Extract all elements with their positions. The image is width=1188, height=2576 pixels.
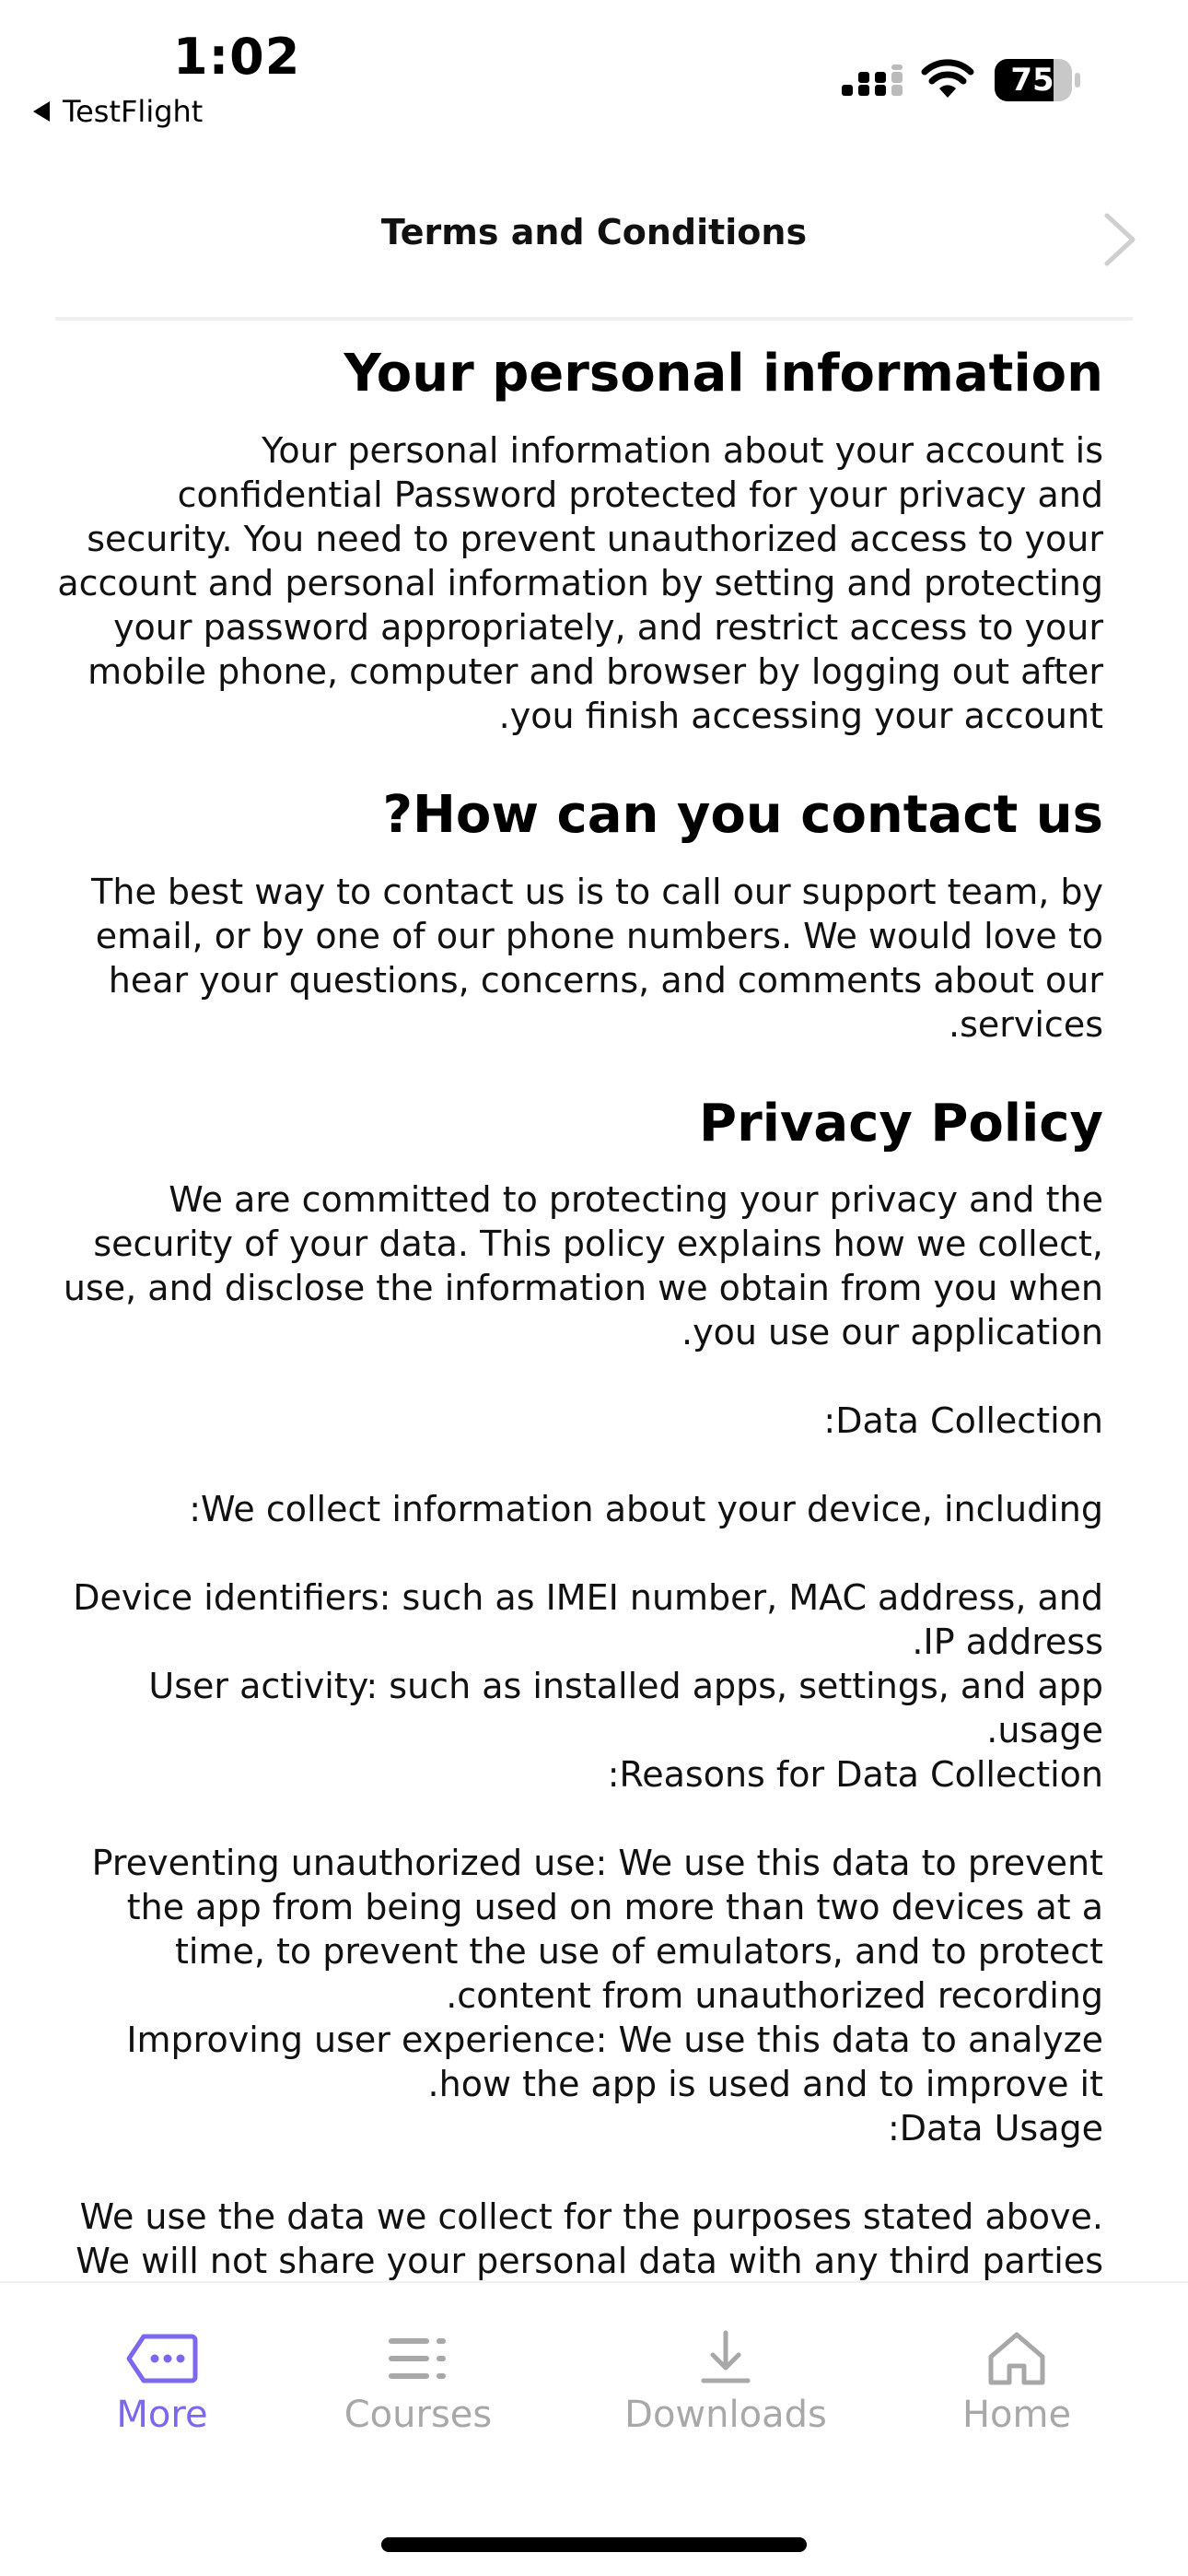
privacy-intro-text: We are committed to protecting your privacy and the security of your data. This policy explains how we collect, use, and disclose the information we obtain from you when you use our application.: [63, 1179, 1103, 1353]
page-title: Terms and Conditions: [380, 212, 808, 252]
preventing-text: Preventing unauthorized use: We use this data to prevent the app from being used on more than two devices at a time, to prevent the use of emulators, and to protect content from unauthorized recording.: [91, 1843, 1103, 2017]
more-icon: [125, 2329, 199, 2388]
home-indicator[interactable]: [381, 2537, 807, 2552]
status-time: 1:02: [173, 28, 301, 86]
wifi-icon: [921, 59, 974, 100]
device-identifiers-text: Device identifiers: such as IMEI number, MAC address, and IP address.: [73, 1577, 1103, 1663]
collect-intro-text: We collect information about your device, including:: [189, 1489, 1103, 1530]
chevron-right-icon[interactable]: [1101, 210, 1138, 269]
section-heading-privacy: Privacy Policy: [699, 1093, 1103, 1153]
download-icon: [689, 2329, 763, 2388]
reasons-label: Reasons for Data Collection:: [607, 1754, 1103, 1796]
cellular-signal-icon: [842, 64, 903, 101]
back-triangle-icon: [33, 101, 50, 122]
data-usage-text: We use the data we collect for the purposes stated above. We will not share your personal data with any third parties: [76, 2196, 1103, 2281]
tab-downloads[interactable]: [615, 2329, 836, 2436]
tab-more-label: More: [116, 2394, 208, 2436]
tab-home-label: Home: [961, 2394, 1072, 2436]
home-icon: [980, 2329, 1054, 2388]
section-heading-personal: Your personal information: [344, 344, 1103, 404]
tab-bar: [0, 2281, 1188, 2576]
back-to-app-link[interactable]: [33, 94, 203, 129]
tab-courses-label: Courses: [344, 2394, 493, 2436]
battery-level: 75: [1010, 62, 1054, 99]
terms-content[interactable]: [55, 341, 1103, 2281]
tab-downloads-label: Downloads: [624, 2394, 827, 2436]
tab-more[interactable]: [52, 2329, 273, 2436]
personal-info-text: Your personal information about your account is confidential Password protected for your privacy and security. You need to prevent unauthorized access to your account and personal information by setting and protecting your password appropriately, and restrict access to your mobile phone, computer and browser by logging out after you finish accessing your account.: [57, 429, 1103, 736]
contact-text: The best way to contact us is to call our support team, by email, or by one of our phone numbers. We would love to hear your questions, concerns, and comments about our services.: [91, 871, 1103, 1045]
data-usage-label: Data Usage:: [887, 2108, 1103, 2149]
tab-home[interactable]: [906, 2329, 1127, 2436]
improving-text: Improving user experience: We use this data to analyze how the app is used and to improve it.: [126, 2020, 1103, 2105]
back-app-label: TestFlight: [63, 94, 204, 129]
section-heading-contact: How can you contact us?: [382, 784, 1103, 845]
courses-icon: [381, 2329, 455, 2388]
user-activity-text: User activity: such as installed apps, settings, and app usage.: [148, 1666, 1103, 1751]
tab-courses[interactable]: [308, 2329, 529, 2436]
header-divider: [55, 317, 1133, 321]
data-collection-label: Data Collection:: [823, 1400, 1103, 1442]
